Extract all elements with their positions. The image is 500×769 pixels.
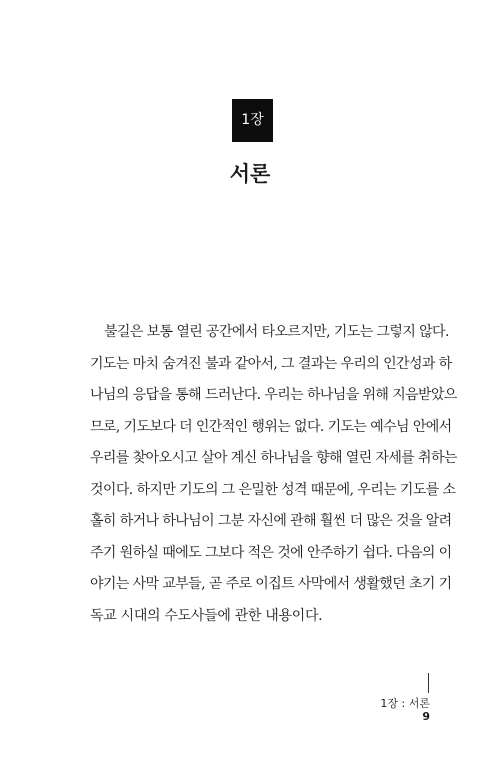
body-line: 불길은 보통 열린 공간에서 타오르지만, 기도는 그렇지 않다. xyxy=(104,324,449,340)
body-line: 주기 원하실 때에도 그보다 적은 것에 안주하기 쉽다. 다음의 이 xyxy=(90,544,452,561)
body-paragraph xyxy=(90,317,457,632)
chapter-number-badge: 1장 xyxy=(232,99,273,142)
page-number: 9 xyxy=(422,710,430,723)
body-line: 기도는 마치 숨겨진 불과 같아서, 그 결과는 우리의 인간성과 하 xyxy=(90,355,452,372)
body-line: 야기는 사막 교부들, 곧 주로 이집트 사막에서 생활했던 초기 기 xyxy=(90,576,452,592)
body-line: 독교 시대의 수도사들에 관한 내용이다. xyxy=(90,607,323,624)
body-line: 우리를 찾아오시고 살아 계신 하나님을 향해 열린 자세를 취하는 xyxy=(90,450,457,466)
running-head: 1장 : 서론 xyxy=(380,697,430,710)
chapter-title: 서론 xyxy=(229,162,271,186)
body-line: 므로, 기도보다 더 인간적인 행위는 없다. 기도는 예수님 안에서 xyxy=(90,418,452,435)
footer-divider xyxy=(428,673,429,693)
body-line: 나님의 응답을 통해 드러난다. 우리는 하나님을 위해 지음받았으 xyxy=(90,387,457,403)
body-line: 홀히 하거나 하나님이 그분 자신에 관해 훨씬 더 많은 것을 알려 xyxy=(90,513,452,529)
body-line: 것이다. 하지만 기도의 그 은밀한 성격 때문에, 우리는 기도를 소 xyxy=(90,481,456,498)
